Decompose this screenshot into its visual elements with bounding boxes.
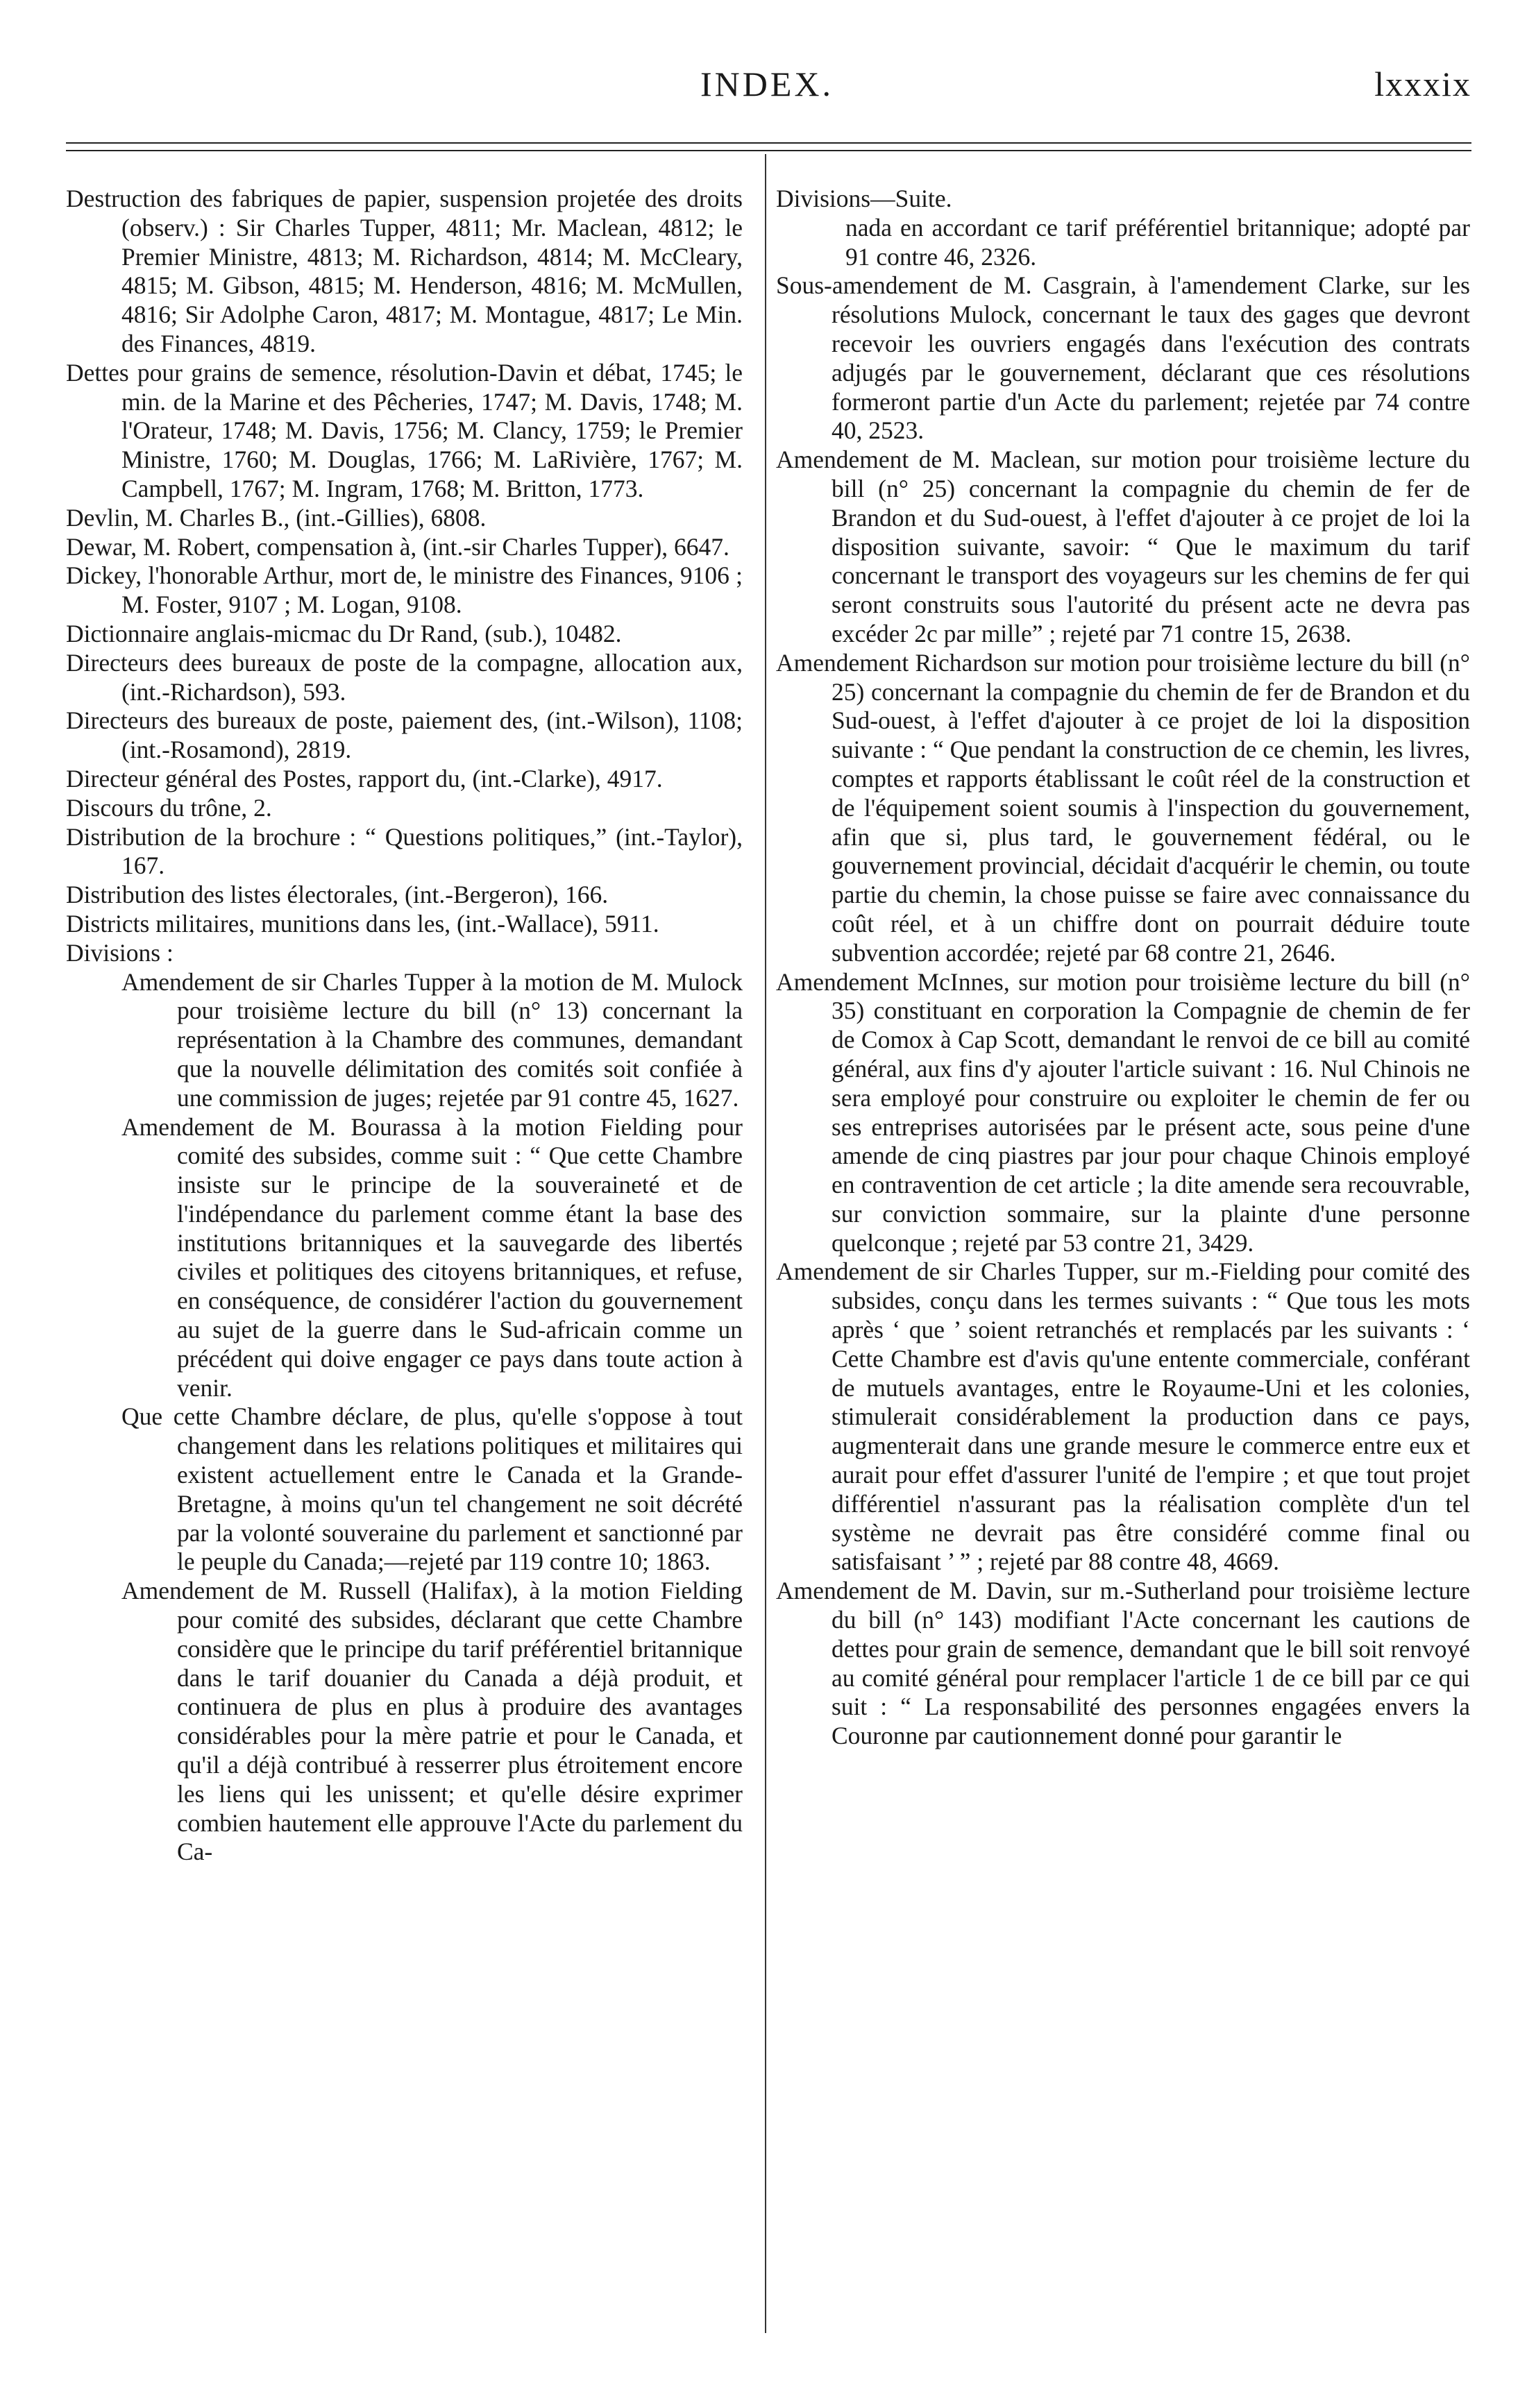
index-rsub: Amendement de M. Maclean, sur motion pour troisième lecture du bill (n° 25) concernant la compagnie du chemin de fer de Brandon et du Sud-ouest, à l'effet d'ajouter à ce projet de loi la disposition suivante, savoir: “ Que le maximum du tarif concernant le transport des voyageurs sur les chemins de fer qui seront construits sous l'autorité du présent acte ne devra pas excéder 2c par mille” ; rejeté par 71 contre 15, 2638.	[776, 446, 1470, 647]
index-rsub: Amendement de M. Davin, sur m.-Sutherland pour troisième lecture du bill (n° 143) modifiant l'Acte concernant les cautions de dettes pour grain de semence, demandant que le bill soit renvoyé au comité général pour remplacer l'article 1 de ce bill par ce qui suit : “ La responsabilité des personnes engagées envers la Couronne par cautionnement donné pour garantir le	[776, 1577, 1470, 1750]
index-rsub: Amendement de sir Charles Tupper, sur m.-Fielding pour comité des subsides, conçu dans les termes suivants : “ Que tous les mots après ‘ que ’ soient retranchés et remplacés par les suivants : ‘ Cette Chambre est d'avis qu'une entente commerciale, conférant de mutuels avantages, entre le Royaume-Uni et les colonies, stimulerait considérablement la production dans ce pays, augmenterait dans une grande mesure le commerce entre eux et aurait pour effet d'assurer l'unité de l'empire ; et que tout projet différentiel n'assurant pas la réalisation complète d'un tel système ne devrait pas être considéré comme final ou satisfaisant ’ ” ; rejeté par 88 contre 48, 4669.	[776, 1257, 1470, 1576]
page-header	[62, 64, 1471, 119]
index-entry: Directeurs des bureaux de poste, paiement des, (int.-Wilson), 1108; (int.-Rosamond), 2819.	[66, 706, 743, 764]
index-entry: Directeurs dees bureaux de poste de la compagne, allocation aux, (int.-Richardson), 593.	[66, 648, 743, 706]
running-head: INDEX.	[700, 65, 834, 103]
index-sub: Amendement de M. Bourassa à la motion Fielding pour comité des subsides, comme suit : “ Que cette Chambre insiste sur le principe de la souveraineté et de l'indépendance du parlement comme étant la base des institutions britanniques et la sauvegarde des libertés civiles et politiques des citoyens britanniques, et refuse, en conséquence, de considérer l'action du gouvernement au sujet de la guerre dans le Sud-africain comme un précédent qui doive engager ce pays dans toute action à venir.	[121, 1112, 743, 1402]
index-entry: Dictionnaire anglais-micmac du Dr Rand, (sub.), 10482.	[66, 619, 622, 647]
page-number: lxxxix	[1374, 65, 1471, 103]
index-entry: Distribution de la brochure : “ Questions politiques,” (int.-Taylor), 167.	[66, 822, 743, 880]
index-sub: Amendement de sir Charles Tupper à la motion de M. Mulock pour troisième lecture du bill (n° 13) concernant la représentation à la Chambre des communes, demandant que la nouvelle délimitation des comités soit confiée à une commission de juges; rejetée par 91 contre 45, 1627.	[121, 967, 743, 1112]
header-rule-top	[66, 142, 1471, 144]
header-rule-bottom	[66, 150, 1471, 151]
index-heading: Divisions :	[66, 938, 174, 967]
right-column	[776, 185, 1470, 1751]
index-rsub: Sous-amendement de M. Casgrain, à l'amendement Clarke, sur les résolutions Mulock, concernant le taux des gages que devront recevoir les ouvriers engagés dans l'exécution des contrats adjugés par le gouvernement, déclarant que ces résolutions formeront partie d'un Acte du parlement; rejetée par 74 contre 40, 2523.	[776, 271, 1470, 445]
index-heading: Divisions—Suite.	[776, 185, 952, 212]
index-entry: Discours du trône, 2.	[66, 793, 272, 822]
index-sub: Que cette Chambre déclare, de plus, qu'elle s'oppose à tout changement dans les relations politiques et militaires qui existent actuellement entre le Canada et la Grande-Bretagne, à moins qu'un tel changement ne soit décrété par la volonté souveraine du parlement et sanctionné par le peuple du Canada;—rejeté par 119 contre 10; 1863.	[121, 1402, 743, 1576]
index-entry: Districts militaires, munitions dans les, (int.-Wallace), 5911.	[66, 909, 659, 938]
column-divider	[765, 154, 766, 2333]
index-entry: Devlin, M. Charles B., (int.-Gillies), 6808.	[66, 503, 487, 532]
index-rsub: Amendement Richardson sur motion pour troisième lecture du bill (n° 25) concernant la compagnie du chemin de fer de Brandon et du Sud-ouest, à l'effet d'ajouter à ce projet de loi la disposition suivante : “ Que pendant la construction de ce chemin, les livres, comptes et rapports établissant le coût réel de la construction et de l'équipement soient soumis à l'inspection du gouvernement, afin que si, plus tard, le gouvernement fédéral, ou le gouvernement provincial, décidait d'acquérir le chemin, ou toute partie du chemin, la chose puisse se faire avec connaissance du coût réel, et à un chiffre dont on pourrait déduire toute subvention accordée; rejeté par 68 contre 21, 2646.	[776, 648, 1470, 967]
index-entry: Distribution des listes électorales, (int.-Bergeron), 166.	[66, 881, 609, 909]
index-sub: Amendement de M. Russell (Halifax), à la motion Fielding pour comité des subsides, déclarant que cette Chambre considère que le principe du tarif préférentiel britannique dans le tarif douanier du Canada a déjà produit, et continuera de plus en plus à produire des avantages considérables pour la mère patrie et pour le Canada, et qu'il a déjà contribué à resserrer plus étroitement encore les liens qui les unissent; et qu'elle désire exprimer combien hautement elle approuve l'Acte du parlement du Ca-	[121, 1577, 743, 1866]
index-entry: Directeur général des Postes, rapport du, (int.-Clarke), 4917.	[66, 764, 663, 792]
index-entry: Dettes pour grains de semence, résolution-Davin et débat, 1745; le min. de la Marine et des Pêcheries, 1747; M. Davis, 1748; M. l'Orateur, 1748; M. Davis, 1756; M. Clancy, 1759; le Premier Ministre, 1760; M. Douglas, 1766; M. LaRivière, 1767; M. Campbell, 1767; M. Ingram, 1768; M. Britton, 1773.	[66, 358, 743, 502]
index-cont: nada en accordant ce tarif préférentiel britannique; adopté par 91 contre 46, 2326.	[845, 213, 1470, 271]
index-entry: Destruction des fabriques de papier, suspension projetée des droits (observ.) : Sir Charles Tupper, 4811; Mr. Maclean, 4812; le Premier Ministre, 4813; M. Richardson, 4814; M. McCleary, 4815; M. Gibson, 4815; M. Henderson, 4816; M. McMullen, 4816; Sir Adolphe Caron, 4817; M. Montague, 4817; Le Min. des Finances, 4819.	[66, 185, 743, 357]
index-entry: Dewar, M. Robert, compensation à, (int.-sir Charles Tupper), 6647.	[66, 532, 729, 561]
left-column	[66, 185, 743, 1867]
index-entry: Dickey, l'honorable Arthur, mort de, le ministre des Finances, 9106 ; M. Foster, 9107 ; M. Logan, 9108.	[66, 561, 743, 619]
index-rsub: Amendement McInnes, sur motion pour troisième lecture du bill (n° 35) constituant en corporation la Compagnie de chemin de fer de Comox à Cap Scott, demandant le renvoi de ce bill au comité général, aux fins d'y ajouter l'article suivant : 16. Nul Chinois ne sera employé pour construire ou exploiter le chemin de fer ou ses entreprises autorisées par le présent acte, sous peine d'une amende de cinq piastres par jour pour chaque Chinois employé en contravention de cet article ; la dite amende sera recouvrable, sur conviction sommaire, sur la plainte d'une personne quelconque ; rejeté par 53 contre 21, 3429.	[776, 967, 1470, 1257]
